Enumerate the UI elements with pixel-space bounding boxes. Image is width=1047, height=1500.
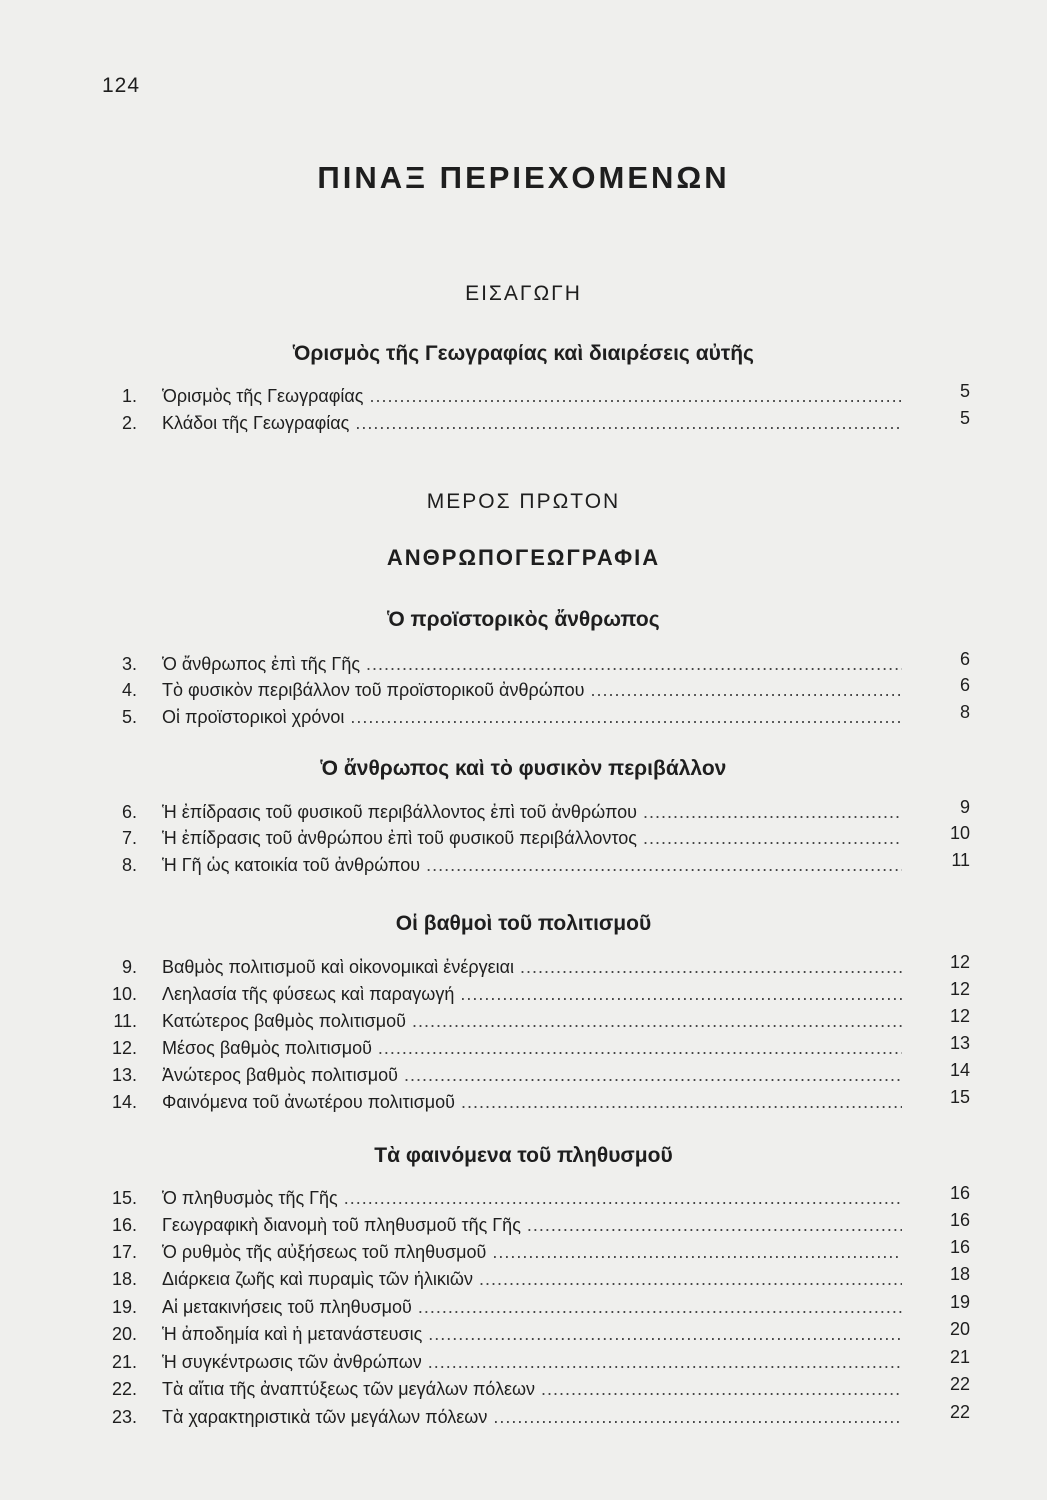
toc-entry[interactable] [0, 1374, 1047, 1403]
entry-title: Γεωγραφικὴ διανομὴ τοῦ πληθυσμοῦ τῆς Γῆς ..... [162, 1215, 902, 1236]
entry-title: Κλάδοι τῆς Γεωγραφίας ..... [162, 413, 902, 434]
entry-number: 2. [121, 413, 137, 433]
entry-number: 4. [121, 680, 137, 700]
section-heading: Ὁρισμὸς τῆς Γεωγραφίας καὶ διαιρέσεις αὐτῆς [293, 342, 754, 365]
toc-entry[interactable] [0, 1006, 1047, 1035]
entry-number: 22. [111, 1379, 137, 1399]
toc-entry[interactable] [0, 1319, 1047, 1348]
entry-page: 16 [949, 1210, 970, 1230]
toc-entry[interactable] [0, 797, 1047, 826]
toc-entry[interactable] [0, 1237, 1047, 1266]
entry-page: 14 [949, 1060, 970, 1080]
entry-number: 5. [121, 707, 137, 727]
entry-page: 6 [959, 649, 970, 669]
toc-entry[interactable] [0, 823, 1047, 852]
entry-page: 20 [949, 1319, 970, 1339]
entry-title: Ὁ ρυθμὸς τῆς αὐξήσεως τοῦ πληθυσμοῦ ..... [162, 1242, 902, 1263]
toc-entry[interactable] [0, 1264, 1047, 1293]
entry-title: Αἱ μετακινήσεις τοῦ πληθυσμοῦ ..... [162, 1297, 902, 1318]
entry-title: Τὰ χαρακτηριστικὰ τῶν μεγάλων πόλεων ..... [162, 1407, 902, 1428]
entry-title: Ἡ ἀποδημία καὶ ἡ μετανάστευσις ..... [162, 1324, 902, 1345]
toc-entry[interactable] [0, 1183, 1047, 1212]
toc-entry[interactable] [0, 675, 1047, 704]
toc-entry[interactable] [0, 1087, 1047, 1116]
entry-page: 8 [959, 702, 970, 722]
entry-number: 10. [111, 984, 137, 1004]
toc-entry[interactable] [0, 702, 1047, 731]
entry-title: Ὁρισμὸς τῆς Γεωγραφίας ..... [162, 386, 902, 407]
entry-page: 18 [949, 1264, 970, 1284]
toc-entry[interactable] [0, 381, 1047, 410]
entry-title: Κατώτερος βαθμὸς πολιτισμοῦ ..... [162, 1011, 902, 1032]
entry-title: Φαινόμενα τοῦ ἀνωτέρου πολιτισμοῦ ..... [162, 1092, 902, 1113]
entry-title: Μέσος βαθμὸς πολιτισμοῦ ..... [162, 1038, 902, 1059]
toc-entry[interactable] [0, 408, 1047, 437]
part-title: ΑΝΘΡΩΠΟΓΕΩΓΡΑΦΙΑ [386, 545, 661, 570]
toc-entry[interactable] [0, 850, 1047, 879]
section-heading: Οἱ βαθμοὶ τοῦ πολιτισμοῦ [395, 912, 652, 935]
entry-number: 17. [111, 1242, 137, 1262]
entry-title: Ἡ Γῆ ὡς κατοικία τοῦ ἀνθρώπου ..... [162, 855, 902, 876]
entry-page: 10 [949, 823, 970, 843]
toc-entry[interactable] [0, 1033, 1047, 1062]
toc-entry[interactable] [0, 979, 1047, 1008]
entry-number: 12. [111, 1038, 137, 1058]
entry-number: 7. [121, 828, 137, 848]
entry-title: Ἡ συγκέντρωσις τῶν ἀνθρώπων ..... [162, 1352, 902, 1373]
toc-entry[interactable] [0, 952, 1047, 981]
entry-title: Ἡ ἐπίδρασις τοῦ φυσικοῦ περιβάλλοντος ἐπὶ τοῦ ἀνθρώπου ..... [162, 802, 902, 823]
entry-number: 15. [111, 1188, 137, 1208]
entry-title: Οἱ προϊστορικοὶ χρόνοι ..... [162, 707, 902, 728]
entry-page: 16 [949, 1183, 970, 1203]
entry-number: 16. [111, 1215, 137, 1235]
entry-page: 22 [949, 1374, 970, 1394]
entry-page: 5 [959, 381, 970, 401]
part-label: ΜΕΡΟΣ ΠΡΩΤΟΝ [426, 490, 621, 513]
toc-entry[interactable] [0, 1402, 1047, 1431]
entry-page: 5 [959, 408, 970, 428]
entry-number: 13. [111, 1065, 137, 1085]
entry-number: 6. [121, 802, 137, 822]
entry-page: 6 [959, 675, 970, 695]
toc-entry[interactable] [0, 1292, 1047, 1321]
entry-page: 21 [949, 1347, 970, 1367]
entry-number: 9. [121, 957, 137, 977]
entry-page: 12 [949, 979, 970, 999]
entry-number: 20. [111, 1324, 137, 1344]
toc-entry[interactable] [0, 1210, 1047, 1239]
entry-page: 15 [949, 1087, 970, 1107]
entry-title: Ὁ ἄνθρωπος ἐπὶ τῆς Γῆς ..... [162, 654, 902, 675]
entry-number: 14. [111, 1092, 137, 1112]
entry-title: Ἀνώτερος βαθμὸς πολιτισμοῦ ..... [162, 1065, 902, 1086]
entry-number: 18. [111, 1269, 137, 1289]
toc-entry[interactable] [0, 1347, 1047, 1376]
entry-number: 8. [121, 855, 137, 875]
entry-page: 9 [959, 797, 970, 817]
entry-title: Βαθμὸς πολιτισμοῦ καὶ οἰκονομικαὶ ἐνέργειαι ..... [162, 957, 902, 978]
entry-number: 1. [121, 386, 137, 406]
entry-number: 19. [111, 1297, 137, 1317]
entry-title: Ὁ πληθυσμὸς τῆς Γῆς ..... [162, 1188, 902, 1209]
entry-number: 3. [121, 654, 137, 674]
entry-page: 16 [949, 1237, 970, 1257]
entry-page: 12 [949, 1006, 970, 1026]
toc-entry[interactable] [0, 649, 1047, 678]
page-title: ΠΙΝΑΞ ΠΕΡΙΕΧΟΜΕΝΩΝ [317, 160, 730, 195]
entry-title: Ἡ ἐπίδρασις τοῦ ἀνθρώπου ἐπὶ τοῦ φυσικοῦ περιβάλλοντος ..... [162, 828, 902, 849]
entry-title: Τὸ φυσικὸν περιβάλλον τοῦ προϊστορικοῦ ἀνθρώπου ..... [162, 680, 902, 701]
entry-number: 21. [111, 1352, 137, 1372]
entry-title: Διάρκεια ζωῆς καὶ πυραμὶς τῶν ἡλικιῶν ..... [162, 1269, 902, 1290]
entry-page: 22 [949, 1402, 970, 1422]
entry-title: Λεηλασία τῆς φύσεως καὶ παραγωγή ..... [162, 984, 902, 1005]
toc-entry[interactable] [0, 1060, 1047, 1089]
section-heading: Ὁ ἄνθρωπος καὶ τὸ φυσικὸν περιβάλλον [320, 757, 727, 780]
intro-heading: ΕΙΣΑΓΩΓΗ [465, 282, 582, 305]
entry-title: Τὰ αἴτια τῆς ἀναπτύξεως τῶν μεγάλων πόλεων ..... [162, 1379, 902, 1400]
entry-page: 12 [949, 952, 970, 972]
entry-page: 19 [949, 1292, 970, 1312]
page-number: 124 [102, 74, 141, 97]
section-heading: Ὁ προϊστορικὸς ἄνθρωπος [387, 608, 660, 631]
entry-page: 11 [951, 850, 970, 870]
entry-number: 23. [111, 1407, 137, 1427]
entry-page: 13 [949, 1033, 970, 1053]
entry-number: 11. [113, 1011, 137, 1031]
section-heading: Τὰ φαινόμενα τοῦ πληθυσμοῦ [374, 1144, 673, 1167]
